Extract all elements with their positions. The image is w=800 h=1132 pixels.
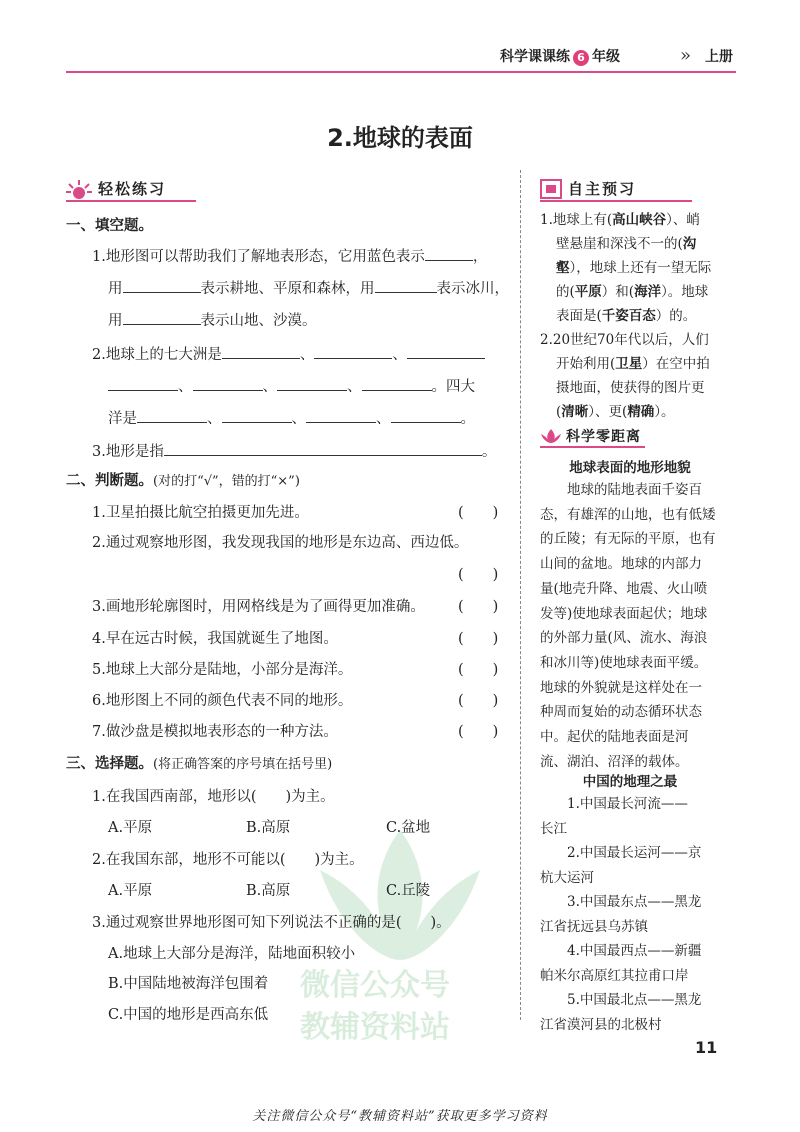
q1-text-c2: 表示山地、沙漠。: [200, 313, 317, 329]
para-line: 的外部力量(风、流水、海浪: [540, 630, 708, 647]
answer-blank[interactable]: [375, 278, 437, 293]
china-facts: [540, 792, 701, 1037]
choice-q3-c[interactable]: C.中国的地形是西高东低: [108, 1007, 269, 1023]
q2-text-c: 洋是: [108, 411, 137, 427]
choice-q2: 2.在我国东部，地形不可能以( )为主。: [92, 852, 364, 868]
answer-blank[interactable]: [391, 408, 461, 423]
judge-item-3: 3.画地形轮廓图时，用网格线是为了画得更加准确。: [92, 599, 425, 615]
fact-line: 长江: [540, 820, 567, 837]
judge-item-1: 1.卫星拍摄比航空拍摄更加先进。: [92, 505, 309, 521]
answer-blank[interactable]: [222, 344, 300, 359]
choice-q3: 3.通过观察世界地形图可知下列说法不正确的是( )。: [92, 915, 451, 931]
science-subtitle-2: 中国的地理之最: [582, 774, 678, 790]
footer-note: 关注微信公众号“教辅资料站”获取更多学习资料: [252, 1109, 548, 1124]
answer-paren[interactable]: ( ): [458, 724, 499, 740]
part2-heading-row: [66, 469, 300, 490]
part3-heading-row: [66, 752, 332, 773]
running-header: [500, 46, 620, 66]
sun-flower-icon: [66, 179, 92, 199]
part3-heading: 三、选择题。: [66, 755, 153, 772]
q1-text-b1: 用: [108, 281, 123, 297]
answer-blank[interactable]: [222, 408, 292, 423]
para-line: 地球的外貌就是这样处在一: [540, 679, 702, 696]
preview-text: ）、峭: [666, 212, 700, 228]
fact-line: 5.中国最北点——黑龙: [540, 992, 702, 1008]
q1-text-b2: 表示耕地、平原和森林，用: [200, 281, 375, 297]
q1-text-b3: 表示冰川，: [436, 281, 509, 297]
banner-underline: [540, 200, 692, 202]
fact-line: 杭大运河: [540, 869, 594, 886]
notebook-icon: [540, 179, 562, 199]
preview-line-7: [556, 352, 710, 372]
volume-label: 上册: [705, 49, 733, 65]
part2-heading: 二、判断题。: [66, 472, 153, 489]
para-line: 和冰川等)使地球表面平缓。: [540, 654, 708, 671]
judge-item-6: 6.地形图上不同的颜色代表不同的地形。: [92, 693, 353, 709]
choice-q2-b[interactable]: B.高原: [246, 883, 291, 899]
preview-line-2: [556, 232, 696, 252]
preview-line-9: [556, 400, 675, 420]
para-line: 的丘陵；有无际的平原，也有: [540, 531, 716, 548]
choice-q1-b[interactable]: B.高原: [246, 820, 291, 836]
preview-answer: 精确: [627, 404, 655, 420]
banner-easy-practice: [66, 178, 166, 199]
q2-line1: 2.地球上的七大洲是 、 、: [92, 343, 485, 364]
judge-item-7: 7.做沙盘是模拟地表形态的一种方法。: [92, 724, 338, 740]
q2-text: 2.地球上的七大洲是: [92, 347, 222, 363]
double-chevron-icon: »: [680, 45, 692, 66]
science-paragraph: [540, 478, 716, 774]
para-line: 态，有雄浑的山地，也有低矮: [540, 506, 716, 523]
para-line: 发等)使地球表面起伏；地球: [540, 605, 708, 622]
part3-note: (将正确答案的序号填在括号里): [153, 757, 333, 772]
q1-line2: [108, 277, 509, 298]
para-line: 山间的盆地。地球的内部力: [540, 556, 702, 573]
fact-line: 江省漠河县的北极村: [540, 1016, 662, 1033]
q1-text-c1: 用: [108, 313, 123, 329]
answer-paren[interactable]: ( ): [458, 693, 499, 709]
answer-blank[interactable]: [108, 376, 178, 391]
preview-text: 1.地球上有(: [540, 212, 613, 228]
judge-item-2: 2.通过观察地形图，我发现我国的地形是东边高、西边低。: [92, 535, 469, 551]
header-divider: [66, 71, 736, 73]
preview-line-4: [556, 280, 708, 300]
preview-text: ）。地球: [661, 284, 709, 300]
preview-text: ）、更(: [588, 404, 628, 420]
answer-blank[interactable]: [314, 344, 392, 359]
preview-answer: 卫星: [615, 356, 643, 372]
answer-blank[interactable]: [137, 408, 207, 423]
preview-line-6: 2.20世纪70年代以后，人们: [540, 332, 709, 348]
choice-q1: 1.在我国西南部，地形以( )为主。: [92, 789, 335, 805]
answer-blank[interactable]: [407, 344, 485, 359]
preview-text: 的(: [556, 284, 575, 300]
fact-line: 江省抚远县乌苏镇: [540, 918, 648, 935]
answer-blank[interactable]: [193, 376, 263, 391]
q3-text: 3.地形是指: [92, 444, 164, 460]
banner-preview: [540, 178, 636, 199]
preview-text: 开始利用(: [556, 356, 616, 372]
preview-text: ）的。: [655, 308, 697, 324]
para-line: 量(地壳升降、地震、火山喷: [540, 580, 708, 597]
q2-tail: 。四大: [431, 379, 475, 395]
banner-underline: [66, 200, 196, 202]
preview-line-1: [540, 208, 700, 228]
grade-word: 年级: [592, 49, 620, 65]
fact-line: 2.中国最长运河——京: [540, 845, 702, 861]
part1-heading: 一、填空题。: [66, 217, 153, 234]
preview-answer: 平原: [574, 284, 602, 300]
choice-q3-b[interactable]: B.中国陆地被海洋包围着: [108, 976, 269, 992]
preview-answer: 高山峡谷: [612, 212, 667, 228]
banner-science: [540, 426, 641, 446]
banner-text: 自主预习: [568, 180, 637, 198]
choice-q1-c[interactable]: C.盆地: [386, 820, 431, 836]
q3-line: 3.地形是指 。: [92, 440, 496, 461]
column-divider: [520, 170, 521, 1020]
q1-text: 1.地形图可以帮助我们了解地表形态，它用蓝色表示: [92, 249, 425, 265]
preview-text: ）在空中拍: [642, 356, 710, 372]
lotus-icon: [540, 427, 562, 445]
grade-badge: 6: [573, 50, 589, 66]
fact-line: 帕米尔高原红其拉甫口岸: [540, 967, 689, 984]
fact-line: 3.中国最东点——黑龙: [540, 894, 702, 910]
preview-text: 壁悬崖和深浅不一的(: [556, 236, 683, 252]
answer-blank[interactable]: [123, 310, 201, 325]
preview-text: ），地球上还有一望无际: [569, 260, 712, 276]
page-number: 11: [695, 1038, 718, 1057]
part2-note: (对的打“√”，错的打“×”): [153, 474, 300, 489]
watermark-line1: 微信公众号: [300, 968, 450, 1003]
answer-blank[interactable]: [306, 408, 376, 423]
q2-line2: 、 、 、 。四大: [108, 375, 475, 396]
preview-answer: 海洋: [634, 284, 662, 300]
answer-blank[interactable]: [425, 246, 473, 261]
q1-line1: 1.地形图可以帮助我们了解地表形态，它用蓝色表示 ，: [92, 245, 487, 266]
preview-line-8: 摄地面，使获得的图片更: [556, 380, 705, 396]
para-line: 地球的陆地表面千姿百: [540, 482, 702, 498]
answer-paren[interactable]: ( ): [458, 505, 499, 521]
preview-line-5: [556, 304, 696, 324]
choice-q2-c[interactable]: C.丘陵: [386, 883, 431, 899]
answer-paren[interactable]: ( ): [458, 599, 499, 615]
answer-blank[interactable]: [164, 441, 482, 456]
judge-item-4: 4.早在远古时候，我国就诞生了地图。: [92, 631, 338, 647]
q2-line3: 洋是 、 、 、 。: [108, 407, 475, 428]
choice-q1-a[interactable]: A.平原: [108, 820, 153, 836]
banner-text: 科学零距离: [566, 429, 641, 445]
q1-line3: [108, 309, 317, 330]
book-name: 科学课课练: [500, 49, 570, 65]
watermark-line2: 教辅资料站: [300, 1010, 450, 1045]
answer-paren[interactable]: ( ): [458, 662, 499, 678]
preview-text: ）。: [654, 404, 675, 420]
judge-item-5: 5.地球上大部分是陆地，小部分是海洋。: [92, 662, 353, 678]
answer-paren[interactable]: ( ): [458, 567, 499, 583]
preview-text: ）和(: [601, 284, 635, 300]
answer-paren[interactable]: ( ): [458, 631, 499, 647]
preview-text: (: [556, 404, 562, 420]
para-line: 流、湖泊、沼泽的载体。: [540, 753, 689, 770]
banner-text: 轻松练习: [98, 180, 167, 198]
preview-text: 表面是(: [556, 308, 602, 324]
fact-line: 1.中国最长河流——: [540, 796, 688, 812]
preview-answer: 清晰: [561, 404, 589, 420]
page-title: 2.地球的表面: [327, 124, 473, 152]
para-line: 种周而复始的动态循环状态: [540, 704, 702, 721]
answer-blank[interactable]: [123, 278, 201, 293]
answer-blank[interactable]: [362, 376, 432, 391]
banner-underline: [540, 446, 645, 448]
choice-q2-a[interactable]: A.平原: [108, 883, 153, 899]
fact-line: 4.中国最西点——新疆: [540, 943, 702, 959]
preview-answer: 壑: [556, 260, 570, 276]
choice-q3-a[interactable]: A.地球上大部分是海洋，陆地面积较小: [108, 946, 356, 962]
science-subtitle-1: 地球表面的地形地貌: [569, 460, 691, 476]
preview-line-3: [556, 256, 711, 276]
preview-answer: 沟: [682, 236, 697, 252]
answer-blank[interactable]: [277, 376, 347, 391]
para-line: 中。起伏的陆地表面是河: [540, 729, 689, 746]
preview-answer: 千姿百态: [601, 308, 656, 324]
